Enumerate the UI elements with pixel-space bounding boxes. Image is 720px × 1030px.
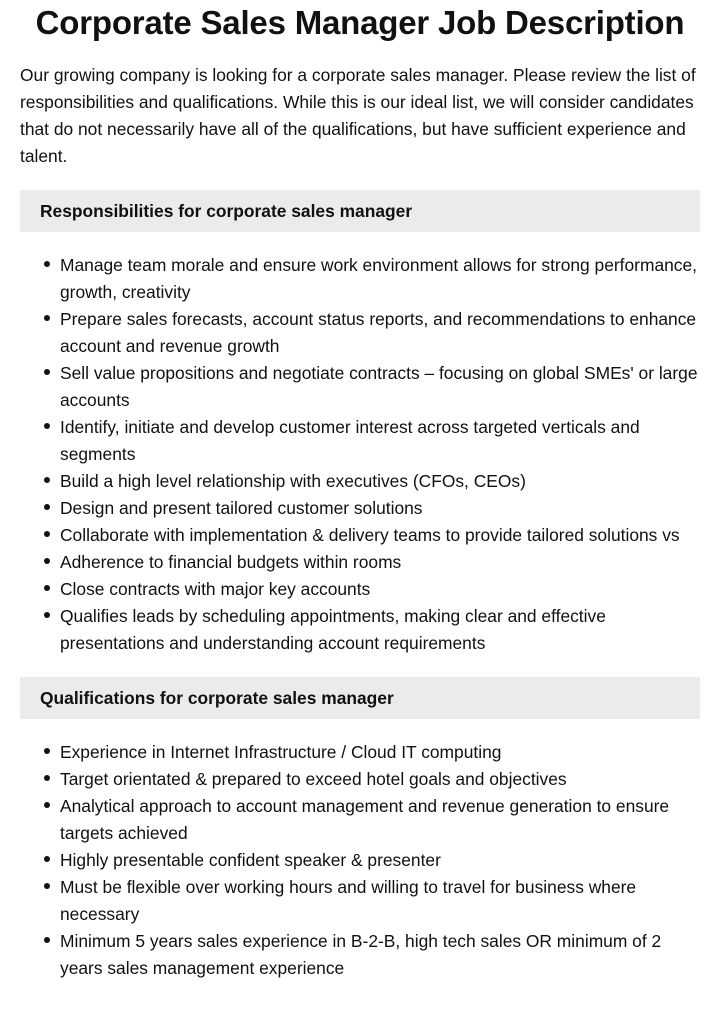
bullet-icon (42, 603, 52, 630)
page-title: Corporate Sales Manager Job Description (35, 4, 685, 41)
bullet-icon (42, 522, 52, 549)
bullet-icon (42, 793, 52, 820)
qualification-item: Target orientated & prepared to exceed hotel goals and objectives (60, 766, 700, 793)
bullet-icon (42, 576, 52, 603)
bullet-icon (42, 468, 52, 495)
responsibility-item: Build a high level relationship with executives (CFOs, CEOs) (60, 468, 700, 495)
bullet-icon (42, 928, 52, 955)
responsibility-item: Close contracts with major key accounts (60, 576, 700, 603)
responsibility-item: Manage team morale and ensure work environment allows for strong performance, growth, creativity (60, 252, 700, 306)
bullet-icon (42, 252, 52, 279)
bullet-icon (42, 766, 52, 793)
bullet-icon (42, 847, 52, 874)
bullet-icon (42, 414, 52, 441)
qualification-item: Minimum 5 years sales experience in B-2-B, high tech sales OR minimum of 2 years sales management experience (60, 928, 700, 982)
responsibility-item: Adherence to financial budgets within rooms (60, 549, 700, 576)
responsibilities-heading: Responsibilities for corporate sales manager (20, 190, 700, 232)
bullet-icon (42, 739, 52, 766)
intro-paragraph: Our growing company is looking for a corporate sales manager. Please review the list of responsibilities and qualifications. While this is our ideal list, we will consider candidates that do not necessarily have all of the qualifications, but have sufficient experience and talent. (20, 65, 696, 166)
bullet-icon (42, 360, 52, 387)
responsibility-item: Identify, initiate and develop customer interest across targeted verticals and segments (60, 414, 700, 468)
bullet-icon (42, 874, 52, 901)
qualification-item: Analytical approach to account management and revenue generation to ensure targets achieved (60, 793, 700, 847)
qualification-item: Must be flexible over working hours and willing to travel for business where necessary (60, 874, 700, 928)
qualifications-heading: Qualifications for corporate sales manager (20, 677, 700, 719)
qualification-item: Experience in Internet Infrastructure / Cloud IT computing (60, 739, 700, 766)
responsibility-item: Design and present tailored customer solutions (60, 495, 700, 522)
responsibility-item: Prepare sales forecasts, account status reports, and recommendations to enhance account and revenue growth (60, 306, 700, 360)
responsibility-item: Collaborate with implementation & delivery teams to provide tailored solutions vs (60, 522, 700, 549)
bullet-icon (42, 549, 52, 576)
responsibilities-list (20, 252, 700, 657)
qualification-item: Highly presentable confident speaker & presenter (60, 847, 700, 874)
bullet-icon (42, 495, 52, 522)
bullet-icon (42, 306, 52, 333)
responsibility-item: Qualifies leads by scheduling appointments, making clear and effective presentations and understanding account requirements (60, 603, 700, 657)
qualifications-list (20, 739, 700, 982)
responsibility-item: Sell value propositions and negotiate contracts – focusing on global SMEs' or large accounts (60, 360, 700, 414)
